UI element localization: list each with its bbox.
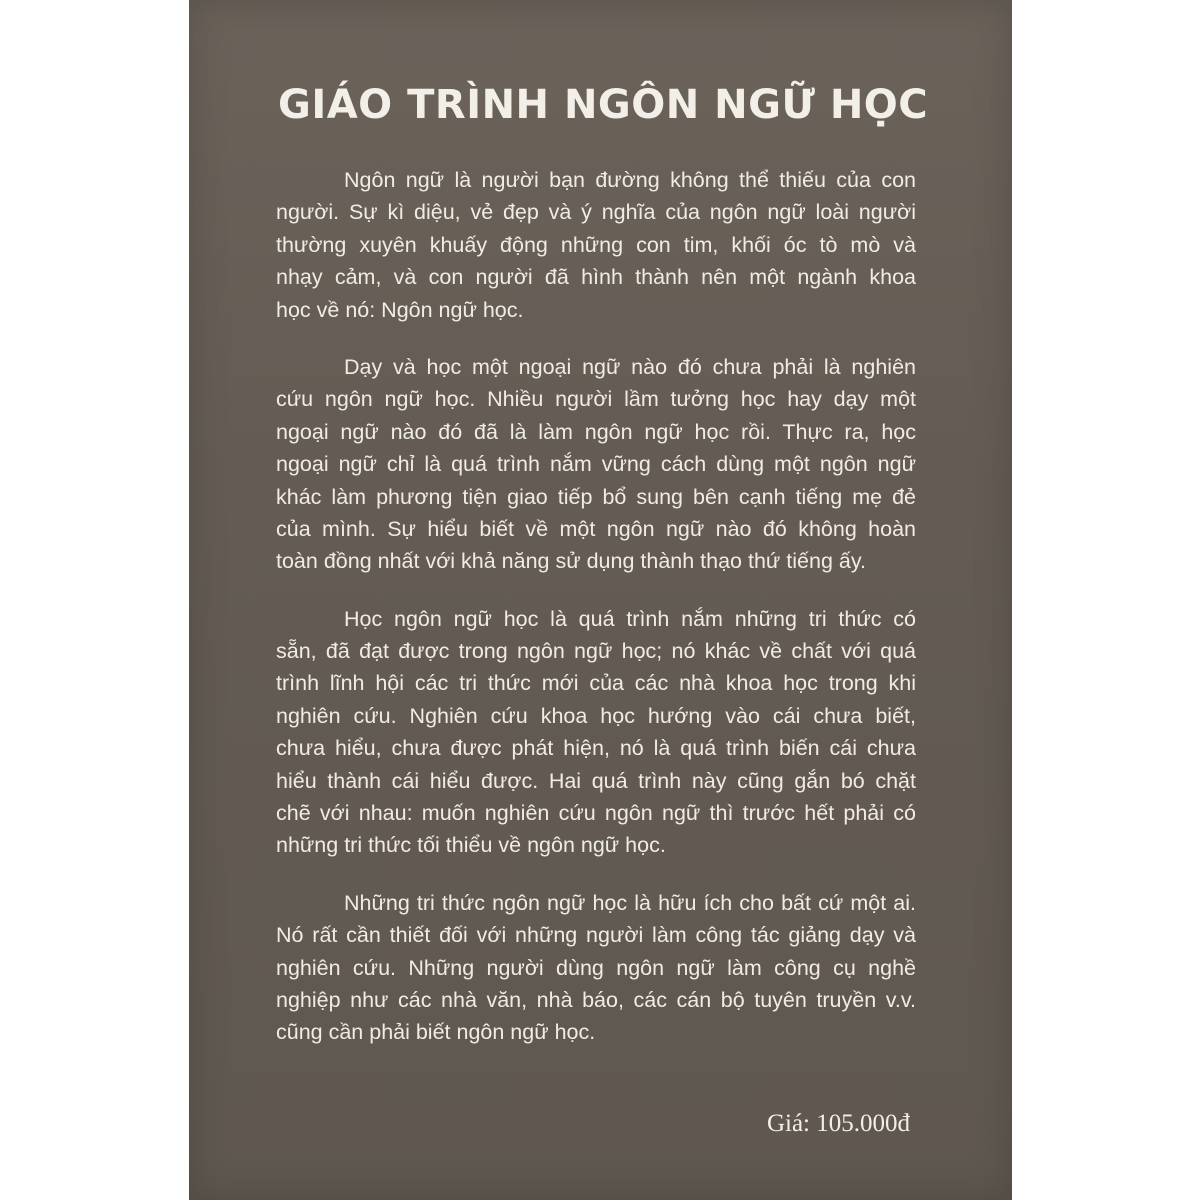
text-line: thường xuyên khuấy động những con tim, khối óc tò mò và: [276, 232, 916, 257]
text-line: cũng cần phải biết ngôn ngữ học.: [276, 1020, 596, 1045]
text-line: chẽ với nhau: muốn nghiên cứu ngôn ngữ thì trước hết phải có: [276, 801, 916, 826]
text-line: Học ngôn ngữ học là quá trình nắm những tri thức có: [344, 606, 916, 631]
text-line: khác làm phương tiện giao tiếp bổ sung bên cạnh tiếng mẹ đẻ: [276, 484, 916, 509]
text-line: nghiên cứu. Nghiên cứu khoa học hướng vào cái chưa biết,: [276, 703, 916, 728]
text-line: của mình. Sự hiểu biết về một ngôn ngữ nào đó không hoàn: [276, 516, 916, 541]
text-line: người. Sự kì diệu, vẻ đẹp và ý nghĩa của ngôn ngữ loài người: [276, 200, 916, 225]
text-line: những tri thức tối thiểu về ngôn ngữ học.: [276, 833, 666, 858]
paragraph-4: [276, 887, 916, 1049]
text-line: ngoại ngữ chỉ là quá trình nắm vững cách dùng một ngôn ngữ: [276, 452, 916, 477]
price-label: Giá: 105.000đ: [766, 1110, 910, 1137]
text-line: cứu ngôn ngữ học. Nhiều người lầm tưởng học hay dạy một: [276, 387, 916, 412]
text-line: chưa hiểu, chưa được phát hiện, nó là quá trình biến cái chưa: [276, 736, 916, 761]
text-line: toàn đồng nhất với khả năng sử dụng thành thạo thứ tiếng ấy.: [276, 549, 866, 574]
text-line: hiểu thành cái hiểu được. Hai quá trình này cũng gắn bó chặt: [276, 768, 916, 793]
cover-body-text: [276, 164, 916, 1074]
text-line: nghiệp như các nhà văn, nhà báo, các cán bộ tuyên truyền v.v.: [276, 987, 916, 1012]
text-line: nhạy cảm, và con người đã hình thành nên một ngành khoa: [276, 265, 916, 290]
book-title: GIÁO TRÌNH NGÔN NGỮ HỌC: [278, 82, 929, 128]
text-line: Ngôn ngữ là người bạn đường không thể thiếu của con: [344, 168, 916, 192]
text-line: ngoại ngữ nào đó đã là làm ngôn ngữ học rồi. Thực ra, học: [276, 419, 916, 444]
text-line: nghiên cứu. Những người dùng ngôn ngữ làm công cụ nghề: [276, 955, 916, 980]
text-line: sẵn, đã đạt được trong ngôn ngữ học; nó khác về chất với quá: [276, 639, 916, 664]
text-line: trình lĩnh hội các tri thức mới của các nhà khoa học trong khi: [276, 671, 916, 696]
paragraph-3: [276, 603, 916, 862]
text-line: Dạy và học một ngoại ngữ nào đó chưa phải là nghiên: [344, 354, 916, 379]
paragraph-2: [276, 351, 916, 578]
text-line: học về nó: Ngôn ngữ học.: [276, 297, 524, 322]
paragraph-1: [276, 164, 916, 326]
text-line: Những tri thức ngôn ngữ học là hữu ích cho bất cứ một ai.: [344, 890, 916, 915]
text-line: Nó rất cần thiết đối với những người làm công tác giảng dạy và: [276, 923, 916, 948]
